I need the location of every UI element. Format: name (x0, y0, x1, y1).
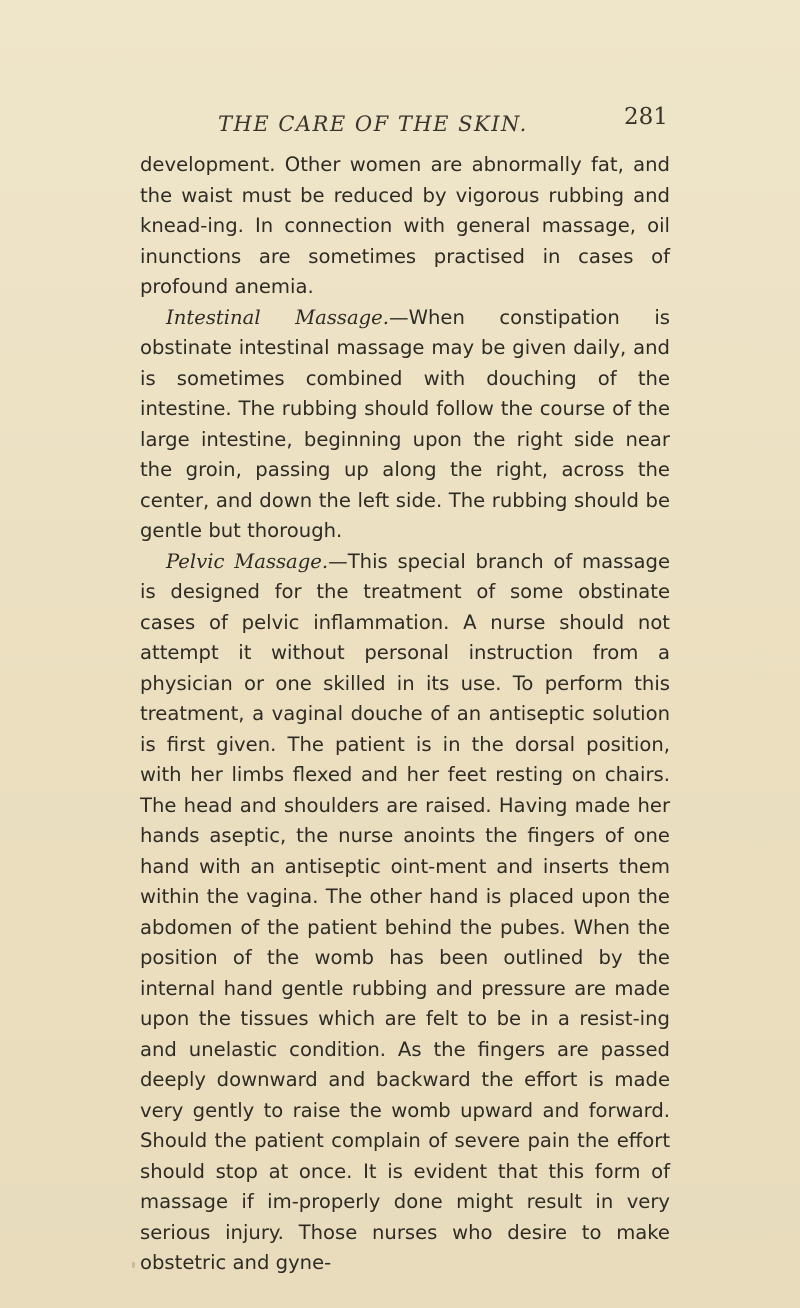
running-head (0, 104, 800, 146)
paragraph-intestinal-massage (140, 303, 670, 547)
body-text (140, 150, 670, 1279)
paragraph-pelvic-massage (140, 547, 670, 1279)
section-heading-pelvic-massage: Pelvic Massage. (166, 549, 329, 573)
section-heading-intestinal-massage: Intestinal Massage. (166, 305, 389, 329)
paragraph-text: development. Other women are abnormally fat, and the waist must be reduced by vigorous rubbing and knead-ing. In connection with general massage, oil inunctions are sometimes practised in cases of profound anemia. (140, 153, 670, 298)
running-title: THE CARE OF THE SKIN. (218, 112, 528, 136)
page-number: 281 (624, 104, 668, 130)
paragraph-text: —When constipation is obstinate intestinal massage may be given daily, and is sometimes combined with douching of the intestine. The rubbing should follow the course of the large intestine, beginning upon the right side near the groin, passing up along the right, across the center, and down the left side. The rubbing should be gentle but thorough. (140, 305, 670, 542)
paper-speck (132, 1262, 135, 1268)
paragraph-general-massage (140, 150, 670, 303)
paragraph-text: —This special branch of massage is designed for the treatment of some obstinate cases of pelvic inflammation. A nurse should not attempt it without personal instruction from a physician or one skilled in its use. To perform this treatment, a vaginal douche of an antiseptic solution is first given. The patient is in the dorsal position, with her limbs flexed and her feet resting on chairs. The head and shoulders are raised. Having made her hands aseptic, the nurse anoints the fingers of one hand with an antiseptic oint-ment and inserts them within the vagina. The other hand is placed upon the abdomen of the patient behind the pubes. When the position of the womb has been outlined by the internal hand gentle rubbing and pressure are made upon the tissues which are felt to be in a resist-ing and unelastic condition. As the fingers are passed deeply downward and backward the effort is made very gently to raise the womb upward and forward. Should the patient complain of severe pain the effort should stop at once. It is evident that this form of massage if im-properly done might result in very serious injury. Those nurses who desire to make obstetric and gyne- (140, 549, 671, 1274)
